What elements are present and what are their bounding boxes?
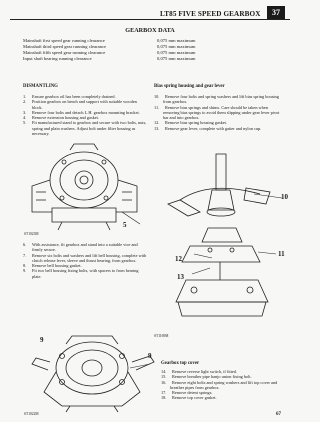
spec-value: 0,075 mm maximum: [157, 56, 196, 61]
leader-line: [194, 254, 212, 258]
list-item: 3. Remove four bolts and detach L.H. gearbox mounting bracket.: [23, 109, 140, 115]
list-item: 18. Remove top cover gasket.: [161, 395, 217, 401]
list-item: 1. Ensure gearbox oil has been completely drained.: [23, 94, 116, 99]
bias-spring-heading: Bias spring housing and gear lever: [154, 84, 225, 89]
fig3-callout-right: 9: [148, 352, 152, 360]
gearbox-data-heading: GEARBOX DATA: [125, 27, 175, 34]
spec-label: Mainshaft first speed gear running clearance: [23, 38, 105, 43]
spec-table: [0, 38, 300, 62]
list-item: 4. Remove extension housing and gasket.: [23, 115, 99, 121]
fig1-callout: 5: [123, 221, 127, 229]
spec-row: [0, 56, 300, 62]
list-item: 9. Fit two bell housing fixing bolts, with spacers to from bearing plate.: [23, 268, 139, 279]
gearbox-on-stand-illustration: [22, 142, 152, 232]
section-badge: 37: [267, 6, 285, 19]
fig3-callout-left: 9: [40, 336, 44, 344]
list-item: 14. Remove reverse light switch, if fitted.: [161, 369, 238, 374]
list-item: 5. Fit manufactured stand to gearbox and secure with two bolts, nuts, spring and plain washers. Adjust bolt under filter housing as necessary.: [23, 120, 147, 137]
spec-label: Mainshaft third speed gear running clearance: [23, 44, 107, 49]
dismantling-steps-b: [23, 242, 147, 279]
list-item: 10. Remove four bolts and spring washers and lift bias spring housing from gearbox.: [154, 94, 279, 105]
spec-value: 0,075 mm maximum: [157, 50, 196, 55]
spec-label: Mainshaft fifth speed gear running clearance: [23, 50, 106, 55]
bias-spring-housing-illustration: [150, 150, 290, 330]
list-item: 2. Position gearbox on bench and support with suitable wooden block.: [23, 99, 137, 110]
fig2-callout-11: 11: [278, 250, 285, 258]
top-cover-steps: [161, 369, 285, 401]
dismantling-heading: DISMANTLING: [23, 84, 58, 89]
fig2-callout-13: 13: [177, 273, 184, 281]
page-number: 67: [276, 412, 281, 417]
dismantling-steps-a: [23, 94, 147, 136]
fig2-callout-12: 12: [175, 255, 182, 263]
header-rule: [10, 19, 290, 20]
leader-line: [130, 364, 150, 368]
list-item: 16. Remove eight bolts and spring washers and lift top cover and breather pipes from gearbox.: [161, 379, 278, 390]
list-item: 13. Remove gear lever, complete with gaiter and nylon cup.: [154, 125, 262, 131]
spec-value: 0,075 mm maximum: [157, 38, 196, 43]
top-cover-heading: Gearbox top cover: [161, 361, 200, 366]
fig2-id: ST1169M: [154, 334, 169, 338]
spec-value: 0,075 mm maximum: [157, 44, 196, 49]
fig3-id: ST1022M: [24, 412, 39, 416]
list-item: 17. Remove detent springs.: [161, 390, 213, 396]
bell-housing-illustration: [22, 332, 162, 414]
fig2-callout-10: 10: [281, 193, 288, 201]
list-item: 7. Remove six bolts and washers and lift bell housing, complete with clutch release lever, sleeve and thrust bearing, from gearbox.: [23, 252, 147, 263]
leader-line: [258, 252, 276, 254]
list-item: 6. With assistance, fit gearbox and stand into a suitable vice and firmly secure.: [23, 242, 138, 253]
list-item: 11. Remove bias springs and shims. Care should be taken when removing bias springs to avoid them slipping under gear lever pivot bar and into gearbox.: [154, 104, 280, 121]
bias-spring-steps: [154, 94, 282, 131]
page-header-title: LT85 FIVE SPEED GEARBOX: [160, 10, 261, 18]
fig1-id: ST1023M: [24, 232, 39, 236]
list-item: 12. Remove bias spring housing gasket.: [154, 120, 227, 126]
list-item: 15. Remove breather pipe banjo union fixing bolt.: [161, 374, 252, 380]
list-item: 8. Remove bell housing gasket.: [23, 263, 82, 269]
spec-label: Input shaft bearing running clearance: [23, 56, 92, 61]
leader-line: [192, 268, 210, 274]
